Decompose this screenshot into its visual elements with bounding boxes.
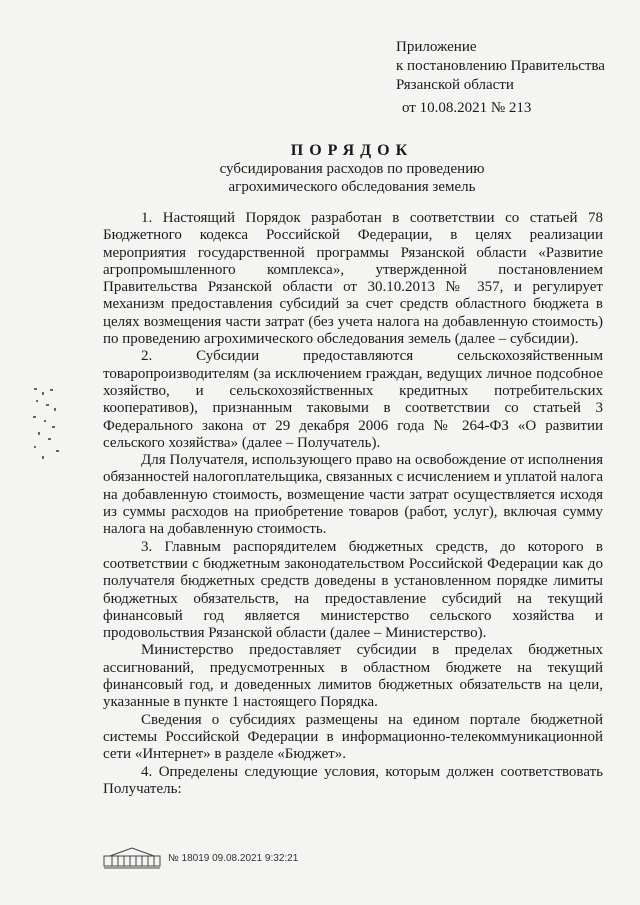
paragraph: Для Получателя, использующего право на освобождение от исполнения обязанностей налогоплательщика, связанных с исчислением и уплатой налога на добавленную стоимость, возмещение части затрат осуществляется исходя из суммы расходов на приобретение товаров (работ, услуг), включая сумму налога на добавленную стоимость.	[103, 452, 603, 538]
registration-footer	[102, 846, 298, 870]
appendix-header	[396, 38, 605, 118]
document-title: ПОРЯДОК	[290, 142, 414, 159]
title-block	[0, 142, 640, 196]
paragraph: 1. Настоящий Порядок разработан в соответствии со статьей 78 Бюджетного кодекса Российской Федерации, в целях реализации мероприятия государственной программы Рязанской области «Развитие агропромышленного комплекса», утвержденной постановлением Правительства Рязанской области от 30.10.2013 № 357, и регулирует механизм предоставления субсидий за счет средств областного бюджета в целях возмещения части затрат (без учета налога на добавленную стоимость) по проведению агрохимического обследования земель (далее – субсидии).	[103, 210, 603, 348]
appendix-line-2: к постановлению Правительства	[396, 58, 605, 74]
appendix-line-1: Приложение	[396, 39, 477, 55]
paragraph: 3. Главным распорядителем бюджетных средств, до которого в соответствии с бюджетным законодательством Российской Федерации как до получателя бюджетных средств доведены в установленном порядке лимиты бюджетных обязательств, на предоставление субсидий на текущий финансовый год является министерство сельского хозяйства и продовольствия Рязанской области (далее – Министерство).	[103, 538, 603, 642]
binding-marks	[30, 386, 64, 466]
registration-number: № 18019 09.08.2021 9:32:21	[168, 852, 299, 864]
paragraph: 2. Субсидии предоставляются сельскохозяйственным товаропроизводителям (за исключением граждан, ведущих личное подсобное хозяйство, и сельскохозяйственных кредитных потребительских кооперативов), признанным таковыми в соответствии со статьей 3 Федерального закона от 29 декабря 2006 года № 264-ФЗ «О развитии сельского хозяйства» (далее – Получатель).	[103, 348, 603, 451]
document-subtitle-line-1: субсидирования расходов по проведению	[219, 161, 485, 177]
paragraph: 4. Определены следующие условия, которым должен соответствовать Получатель:	[103, 763, 603, 797]
appendix-date: от 10.08.2021 № 213	[402, 100, 532, 116]
paragraph: Сведения о субсидиях размещены на едином портале бюджетной системы Российской Федерации в информационно-телекоммуникационной сети «Интернет» в разделе «Бюджет».	[103, 711, 603, 763]
appendix-line-3: Рязанской области	[396, 77, 514, 93]
document-subtitle-line-2: агрохимического обследования земель	[228, 179, 476, 195]
building-stamp-icon	[102, 846, 162, 870]
paragraph: Министерство предоставляет субсидии в пределах бюджетных ассигнований, предусмотренных в областном бюджете на текущий финансовый год, и доведенных лимитов бюджетных обязательств на цели, указанные в пункте 1 настоящего Порядка.	[103, 642, 603, 711]
document-body	[103, 210, 603, 798]
